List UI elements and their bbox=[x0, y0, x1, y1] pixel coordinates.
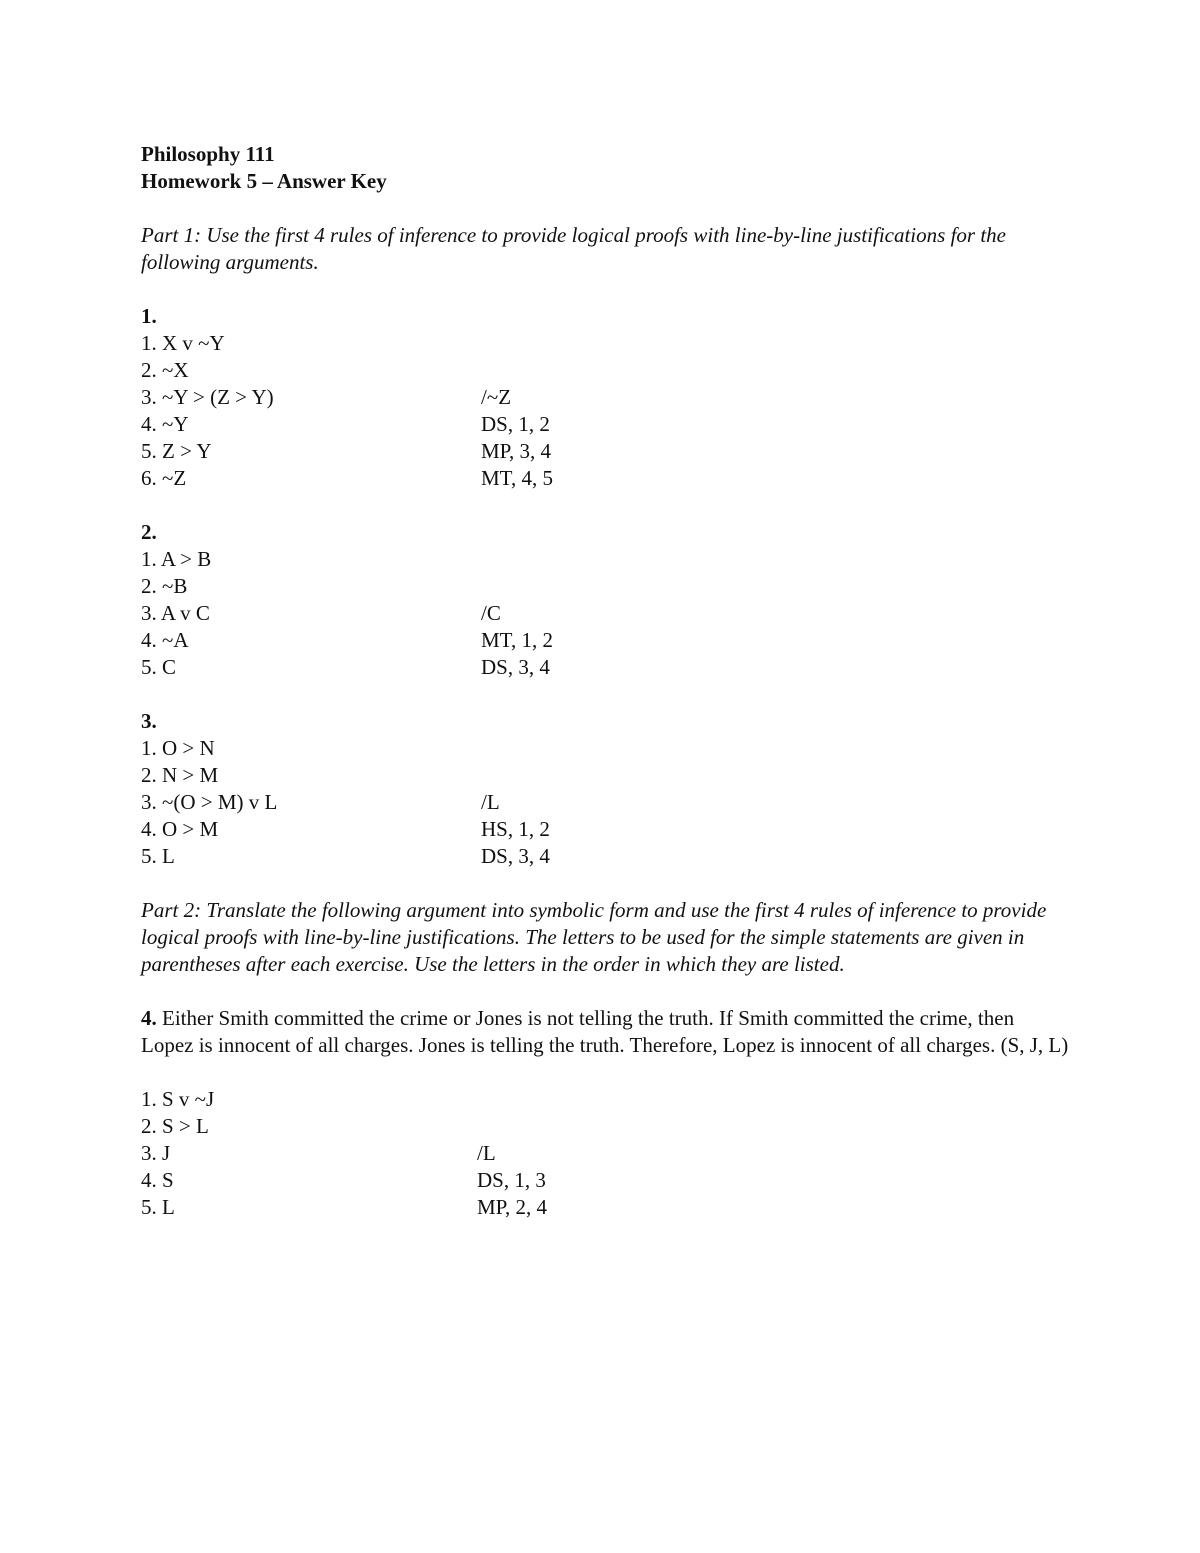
proof-line bbox=[141, 411, 1071, 438]
proof-statement: 5. C bbox=[141, 655, 177, 679]
word-problem bbox=[141, 1005, 1071, 1059]
proof-statement: 2. ~B bbox=[141, 574, 188, 598]
proof-justification: /~Z bbox=[481, 385, 512, 409]
proof-statement: 2. N > M bbox=[141, 763, 219, 787]
proof-justification: DS, 1, 3 bbox=[477, 1168, 546, 1192]
proof-line bbox=[141, 789, 1071, 816]
proof-line bbox=[141, 465, 1071, 492]
proof-statement: 2. ~X bbox=[141, 358, 189, 382]
proof-statement: 5. L bbox=[141, 1195, 175, 1219]
proof-line bbox=[141, 330, 1071, 357]
proof-statement: 1. S v ~J bbox=[141, 1087, 215, 1111]
proof-statement: 5. L bbox=[141, 844, 175, 868]
problem-3 bbox=[141, 708, 1071, 870]
proof-statement: 4. S bbox=[141, 1168, 174, 1192]
proof-line bbox=[141, 357, 1071, 384]
proof-statement: 4. O > M bbox=[141, 817, 219, 841]
proof-justification: /L bbox=[477, 1141, 496, 1165]
proof-line bbox=[141, 1194, 1071, 1221]
problem-number: 4. bbox=[141, 1006, 157, 1030]
proof-line bbox=[141, 546, 1071, 573]
assignment-title: Homework 5 – Answer Key bbox=[141, 169, 387, 193]
proof-statement: 1. O > N bbox=[141, 736, 215, 760]
problem-1 bbox=[141, 303, 1071, 492]
proof-statement: 6. ~Z bbox=[141, 466, 187, 490]
proof-statement: 3. A v C bbox=[141, 601, 210, 625]
proof-line bbox=[141, 735, 1071, 762]
proof-justification: DS, 3, 4 bbox=[481, 655, 550, 679]
proof-line bbox=[141, 627, 1071, 654]
problem-number: 1. bbox=[141, 304, 157, 328]
proof-statement: 3. ~(O > M) v L bbox=[141, 790, 278, 814]
proof-line bbox=[141, 600, 1071, 627]
proof-line bbox=[141, 762, 1071, 789]
proof-statement: 1. A > B bbox=[141, 547, 212, 571]
proof-justification: DS, 3, 4 bbox=[481, 844, 550, 868]
proof-justification: MT, 1, 2 bbox=[481, 628, 553, 652]
proof-justification: MP, 2, 4 bbox=[477, 1195, 548, 1219]
proof-statement: 1. X v ~Y bbox=[141, 331, 225, 355]
proof-line bbox=[141, 384, 1071, 411]
proof-justification: MP, 3, 4 bbox=[481, 439, 552, 463]
proof-statement: 5. Z > Y bbox=[141, 439, 212, 463]
proof-justification: DS, 1, 2 bbox=[481, 412, 550, 436]
proof-line bbox=[141, 1140, 1071, 1167]
problem-4 bbox=[141, 1005, 1071, 1221]
proof-statement: 3. J bbox=[141, 1141, 171, 1165]
proof-statement: 2. S > L bbox=[141, 1114, 209, 1138]
proof-statement: 4. ~A bbox=[141, 628, 189, 652]
part1-instructions: Part 1: Use the first 4 rules of inference to provide logical proofs with line-by-line justifications for the following arguments. bbox=[141, 223, 1006, 274]
proof-justification: /L bbox=[481, 790, 500, 814]
proof-line bbox=[141, 1086, 1071, 1113]
proof-line bbox=[141, 843, 1071, 870]
proof-line bbox=[141, 1167, 1071, 1194]
proof-line bbox=[141, 1113, 1071, 1140]
problem-number: 3. bbox=[141, 709, 157, 733]
problem-number: 2. bbox=[141, 520, 157, 544]
part2-instructions: Part 2: Translate the following argument into symbolic form and use the first 4 rules of inference to provide logical proofs with line-by-line justifications. The letters to be used for the simple statements are given in parentheses after each exercise. Use the letters in the order in which they are listed. bbox=[141, 898, 1047, 976]
proof-justification: MT, 4, 5 bbox=[481, 466, 553, 490]
proof-justification: /C bbox=[481, 601, 501, 625]
proof-statement: 4. ~Y bbox=[141, 412, 189, 436]
document-body bbox=[141, 141, 1071, 1221]
proof-line bbox=[141, 573, 1071, 600]
proof-justification: HS, 1, 2 bbox=[481, 817, 550, 841]
problem-2 bbox=[141, 519, 1071, 681]
proof-statement: 3. ~Y > (Z > Y) bbox=[141, 385, 274, 409]
proof-line bbox=[141, 816, 1071, 843]
course-title: Philosophy 111 bbox=[141, 142, 275, 166]
word-problem-text: Either Smith committed the crime or Jones is not telling the truth. If Smith committed the crime, then Lopez is innocent of all charges. Jones is telling the truth. Therefore, Lopez is innocent of all charges. (S, J, L) bbox=[141, 1006, 1069, 1057]
proof-line bbox=[141, 654, 1071, 681]
proof-line bbox=[141, 438, 1071, 465]
